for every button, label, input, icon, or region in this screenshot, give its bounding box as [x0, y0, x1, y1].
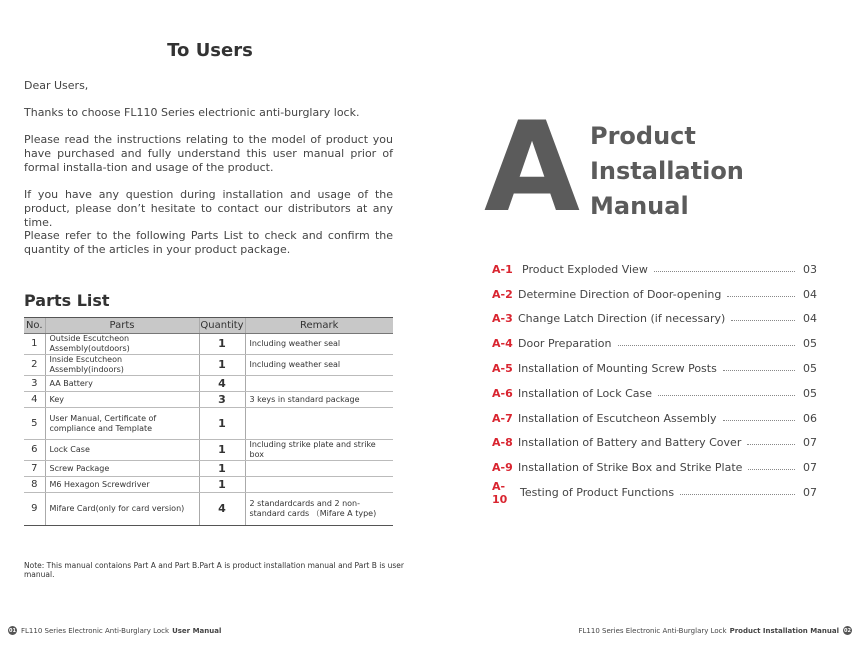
toc-code: A-9 [492, 461, 513, 475]
table-of-contents [492, 257, 817, 505]
toc-code: A-3 [492, 312, 513, 326]
toc-entry[interactable] [492, 480, 817, 505]
toc-code: A-6 [492, 386, 513, 400]
col-header-remark: Remark [245, 318, 393, 334]
toc-leader [654, 271, 795, 272]
row-qty: 4 [199, 493, 245, 526]
parts-table-header [24, 318, 393, 334]
row-remark: Including weather seal [245, 334, 393, 355]
row-remark: 2 standardcards and 2 non-standard cards （Mifare A type) [245, 493, 393, 526]
page-title: To Users [167, 40, 253, 61]
row-part: Mifare Card(only for card version) [45, 493, 199, 526]
row-remark [245, 376, 393, 392]
toc-entry[interactable] [492, 257, 817, 282]
section-title-line: Manual [590, 192, 689, 220]
row-qty: 1 [199, 477, 245, 493]
toc-label: Installation of Battery and Battery Cover [518, 436, 742, 450]
toc-code: A-7 [492, 411, 513, 425]
toc-code: A-2 [492, 287, 513, 301]
col-header-no: No. [24, 318, 45, 334]
toc-leader [618, 345, 796, 346]
toc-leader [680, 494, 795, 495]
col-header-quantity: Quantity [199, 318, 245, 334]
toc-entry[interactable] [492, 455, 817, 480]
row-no: 6 [24, 440, 45, 461]
row-remark: Including weather seal [245, 355, 393, 376]
row-remark [245, 461, 393, 477]
row-no: 5 [24, 408, 45, 440]
toc-code: A-10 [492, 479, 508, 506]
row-no: 8 [24, 477, 45, 493]
table-row [24, 440, 393, 461]
read-instructions-paragraph: Please read the instructions relating to the model of product you have purchased and fully understand this user manual prior of formal installa-tion and usage of the product. [24, 133, 393, 174]
row-qty: 1 [199, 461, 245, 477]
right-page [430, 0, 860, 645]
toc-label: Installation of Escutcheon Assembly [518, 411, 717, 425]
row-part: Inside Escutcheon Assembly(indoors) [45, 355, 199, 376]
right-footer [579, 626, 853, 635]
row-qty: 1 [199, 355, 245, 376]
toc-code: A-5 [492, 362, 513, 376]
toc-page: 05 [803, 386, 817, 400]
footer-bold-text: Product Installation Manual [729, 626, 839, 635]
row-part: User Manual, Certificate of compliance and Template [45, 408, 199, 440]
table-row [24, 493, 393, 526]
row-qty: 1 [199, 440, 245, 461]
section-title-line: Installation [590, 157, 744, 185]
row-remark [245, 408, 393, 440]
table-row [24, 408, 393, 440]
intro-paragraph: Thanks to choose FL110 Series electrionic anti-burglary lock. [24, 106, 360, 119]
row-qty: 1 [199, 334, 245, 355]
toc-page: 04 [803, 312, 817, 326]
toc-entry[interactable] [492, 282, 817, 307]
footer-text: FL110 Series Electronic Anti-Burglary Lock [21, 626, 170, 635]
toc-page: 07 [803, 436, 817, 450]
row-no: 9 [24, 493, 45, 526]
toc-label: Determine Direction of Door-opening [518, 287, 722, 301]
row-part: Outside Escutcheon Assembly(outdoors) [45, 334, 199, 355]
toc-leader [723, 420, 795, 421]
parts-reference-paragraph: Please refer to the following Parts List to check and confirm the quantity of the articles in your product package. [24, 229, 393, 256]
toc-leader [723, 370, 795, 371]
toc-code: A-8 [492, 436, 513, 450]
toc-page: 04 [803, 287, 817, 301]
toc-leader [658, 395, 795, 396]
row-qty: 4 [199, 376, 245, 392]
toc-page: 05 [803, 337, 817, 351]
section-title-line: Product [590, 122, 696, 150]
row-remark [245, 477, 393, 493]
greeting-text: Dear Users, [24, 79, 89, 92]
page-number-badge: 01 [9, 627, 16, 634]
toc-page: 06 [803, 411, 817, 425]
left-footer [8, 626, 221, 635]
row-part: Lock Case [45, 440, 199, 461]
table-row [24, 477, 393, 493]
manual-note: Note: This manual contaions Part A and Part B.Part A is product installation manual and Part B is user manual. [24, 561, 405, 579]
toc-label: Installation of Lock Case [518, 386, 653, 400]
row-part: Key [45, 392, 199, 408]
toc-entry[interactable] [492, 331, 817, 356]
toc-page: 07 [803, 461, 817, 475]
toc-entry[interactable] [492, 356, 817, 381]
toc-leader [727, 296, 795, 297]
toc-code: A-1 [492, 262, 513, 276]
toc-entry[interactable] [492, 431, 817, 456]
table-row [24, 376, 393, 392]
toc-entry[interactable] [492, 406, 817, 431]
toc-label: Installation of Strike Box and Strike Plate [518, 461, 743, 475]
toc-page: 03 [803, 262, 817, 276]
row-remark: 3 keys in standard package [245, 392, 393, 408]
parts-list-heading: Parts List [24, 291, 110, 310]
table-row [24, 461, 393, 477]
footer-bold-text: User Manual [172, 626, 222, 635]
toc-leader [747, 444, 795, 445]
toc-page: 05 [803, 362, 817, 376]
toc-leader [748, 469, 795, 470]
row-no: 3 [24, 376, 45, 392]
toc-label: Product Exploded View [522, 262, 648, 276]
row-part: AA Battery [45, 376, 199, 392]
toc-label: Testing of Product Functions [520, 486, 675, 500]
page-number-badge: 02 [844, 627, 851, 634]
toc-page: 07 [803, 486, 817, 500]
table-row [24, 392, 393, 408]
toc-entry[interactable] [492, 307, 817, 332]
row-no: 7 [24, 461, 45, 477]
contact-paragraph: If you have any question during installation and usage of the product, please don’t hesitate to contact our distributors at any time. [24, 188, 393, 229]
toc-leader [731, 320, 795, 321]
toc-label: Installation of Mounting Screw Posts [518, 362, 717, 376]
parts-table [24, 317, 393, 526]
row-remark: Including strike plate and strike box [245, 440, 393, 461]
toc-label: Change Latch Direction (if necessary) [518, 312, 726, 326]
toc-entry[interactable] [492, 381, 817, 406]
col-header-parts: Parts [45, 318, 199, 334]
row-part: Screw Package [45, 461, 199, 477]
row-qty: 3 [199, 392, 245, 408]
row-no: 4 [24, 392, 45, 408]
table-row [24, 355, 393, 376]
table-row [24, 334, 393, 355]
toc-label: Door Preparation [518, 337, 612, 351]
toc-code: A-4 [492, 337, 513, 351]
row-qty: 1 [199, 408, 245, 440]
row-no: 1 [24, 334, 45, 355]
footer-text: FL110 Series Electronic Anti-Burglary Lock [578, 626, 727, 635]
row-no: 2 [24, 355, 45, 376]
row-part: M6 Hexagon Screwdriver [45, 477, 199, 493]
section-title [590, 119, 744, 224]
section-letter: A [484, 96, 580, 240]
